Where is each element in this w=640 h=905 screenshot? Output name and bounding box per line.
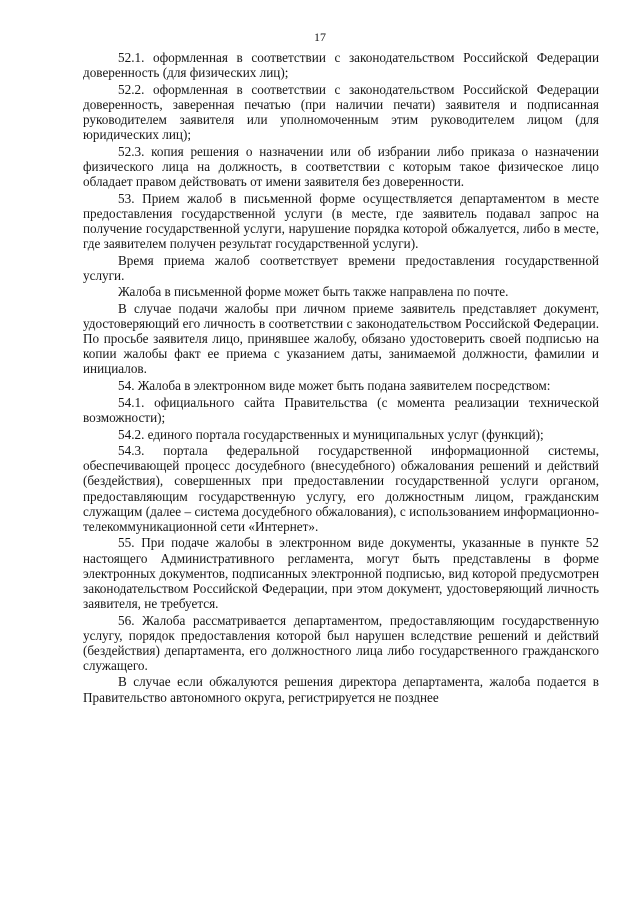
paragraph-54: 54. Жалоба в электронном виде может быть подана заявителем посредством:: [118, 378, 551, 394]
paragraph-52-3: 52.3. копия решения о назначении или об избрании либо приказа о назначении физического лица на должность, в соответствии с которым такое физическое лицо обладает правом действовать от имени заявителя без доверенности.: [83, 143, 599, 189]
paragraph-reception-time: Время приема жалоб соответствует времени предоставления государственной услуги.: [83, 252, 599, 283]
paragraph-53: 53. Прием жалоб в письменной форме осуществляется департаментом в месте предоставления государственной услуги (в месте, где заявитель подавал запрос на получение государственной услуги, нарушение порядка которой обжалуется, либо в месте, где заявителем получен результат государственной услуги).: [83, 190, 599, 251]
paragraph-54-3: 54.3. портала федеральной государственной информационной системы, обеспечивающей процесс досудебного (внесудебного) обжалования решений и действий (бездействия), совершенных при предоставлении государственной услуги органом, предоставляющим государственную услугу, его должностным лицом, гражданским служащим (далее – система досудебного обжалования), с использованием информационно-телекоммуникационной сети «Интернет».: [83, 443, 599, 534]
document-body: [83, 50, 599, 706]
paragraph-54-1: 54.1. официального сайта Правительства (с момента реализации технической возможности);: [83, 394, 599, 425]
paragraph-personal-reception: В случае подачи жалобы при личном приеме заявитель представляет документ, удостоверяющий его личность в соответствии с законодательством Российской Федерации. По просьбе заявителя лицо, принявшее жалобу, обязано удостоверить своей подписью на копии жалобы факт ее приема с указанием даты, занимаемой должности, фамилии и инициалов.: [83, 301, 599, 377]
page-number: 17: [314, 30, 326, 44]
paragraph-director-complaint: В случае если обжалуются решения директора департамента, жалоба подается в Правительство автономного округа, регистрируется не позднее: [83, 674, 599, 705]
paragraph-52-1: 52.1. оформленная в соответствии с законодательством Российской Федерации доверенность (для физических лиц);: [83, 50, 599, 81]
paragraph-52-2: 52.2. оформленная в соответствии с законодательством Российской Федерации доверенность, заверенная печатью (при наличии печати) заявителя и подписанная руководителем заявителя или уполномоченным этим руководителем лицом (для юридических лиц);: [83, 81, 599, 143]
paragraph-postal-complaint: Жалоба в письменной форме может быть также направлена по почте.: [118, 284, 509, 300]
paragraph-54-2: 54.2. единого портала государственных и муниципальных услуг (функций);: [118, 426, 544, 442]
paragraph-55: 55. При подаче жалобы в электронном виде документы, указанные в пункте 52 настоящего Административного регламента, могут быть представлены в форме электронных документов, подписанных электронной подписью, вид которой предусмотрен законодательством Российской Федерации, при этом документ, удостоверяющий личность заявителя, не требуется.: [83, 535, 599, 611]
paragraph-56: 56. Жалоба рассматривается департаментом, предоставляющим государственную услугу, порядок предоставления которой был нарушен вследствие решений и действий (бездействия) департамента, его должностного лица либо государственного гражданского служащего.: [83, 612, 599, 673]
